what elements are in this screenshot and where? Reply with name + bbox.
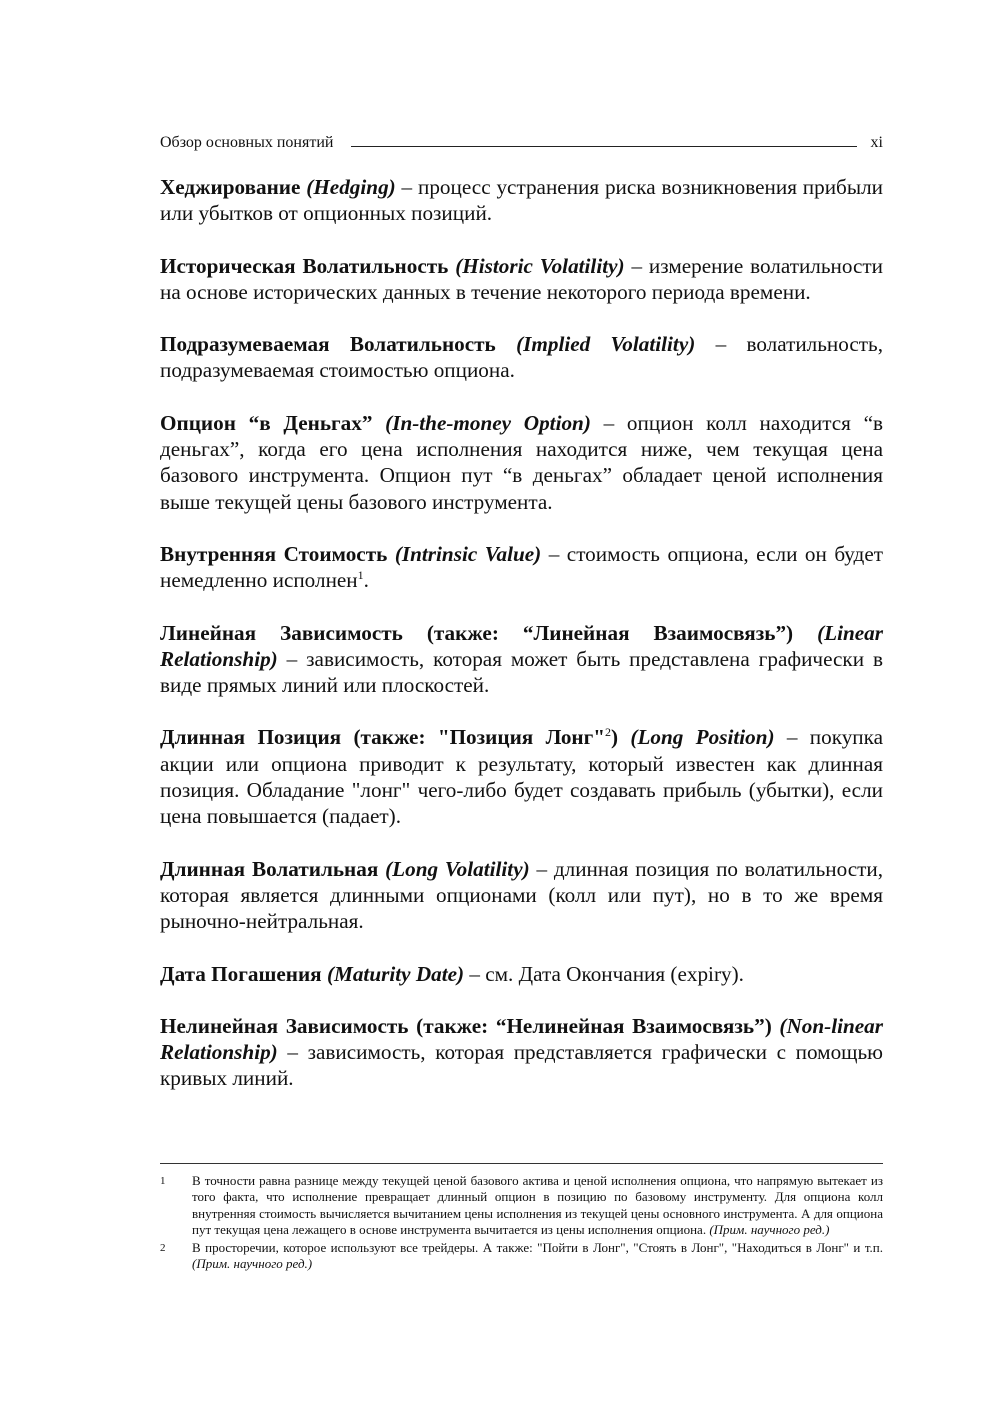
entry-term: Опцион “в Деньгах” — [160, 410, 373, 435]
entry-definition: – стоимость опциона, если он будет немедленно исполнен — [160, 541, 883, 593]
entry-english-term: (Intrinsic Value) — [394, 541, 542, 566]
entry-definition: – измерение волатильности на основе исторических данных в течение некоторого периода времени. — [160, 253, 884, 304]
footnote — [160, 1240, 883, 1273]
entry-term: Историческая Волатильность — [160, 253, 449, 278]
glossary-entry — [160, 724, 883, 829]
entry-definition: – процесс устранения риска возникновения прибыли или убытков от опционных позиций. — [160, 175, 883, 226]
footnote-editor-note: (Прим. научного ред.) — [192, 1256, 313, 1272]
footnote-ref: 1 — [357, 568, 364, 583]
entry-english-term: (Long Position) — [630, 725, 775, 750]
entry-english-term: (Non-linear Relationship) — [160, 1013, 884, 1065]
header-rule — [351, 146, 856, 147]
glossary-entry — [160, 253, 883, 306]
footnote — [160, 1173, 883, 1238]
entry-definition: – длинная позиция по волатильности, которая является длинными опционами (колл или пут), но в то же время рыночно-нейтральная. — [160, 856, 884, 934]
entry-english-term: (Historic Volatility) — [455, 253, 625, 278]
page-number: xi — [870, 134, 883, 151]
footnote-text: В точности равна разнице между текущей ценой базового актива и ценой исполнения опциона, что напрямую вытекает из того факта, что исполнение превращает длинный опцион в позицию по базовому инструменту. Для опциона колл внутренняя стоимость вычисляется вычитанием цены исполнения из текущей цены основного инструмента. А для опциона пут текущая цена лежащего в основе инструмента вычитается из цены исполнения опциона. — [192, 1173, 883, 1237]
entry-term: Внутренняя Стоимость — [160, 541, 388, 566]
glossary-entry — [160, 331, 883, 384]
footnote-number: 2 — [160, 1242, 166, 1255]
entry-english-term: (Implied Volatility) — [516, 332, 696, 357]
entry-term: Длинная Позиция (также: "Позиция Лонг" — [160, 725, 606, 750]
entry-english-term: (Hedging) — [306, 175, 396, 199]
glossary-entry — [160, 620, 883, 699]
entry-definition: – зависимость, которая может быть представлена графически в виде прямых линий или плоскостей. — [160, 646, 883, 698]
header-title: Обзор основных понятий — [160, 134, 334, 151]
glossary-entry — [160, 541, 883, 594]
entry-term: Хеджирование — [160, 175, 301, 199]
entry-term: Дата Погашения — [160, 961, 322, 986]
glossary-entry — [160, 961, 883, 987]
footnote-number: 1 — [160, 1175, 166, 1187]
footnote-divider — [160, 1163, 883, 1164]
entry-definition: – зависимость, которая представляется графически с помощью кривых линий. — [160, 1040, 883, 1091]
entry-term: Нелинейная Зависимость (также: “Нелинейная Взаимосвязь”) — [160, 1013, 772, 1038]
footnote-ref: 2 — [605, 725, 612, 740]
entry-english-term: (In-the-money Option) — [385, 410, 591, 435]
entry-term: Длинная Волатильная — [160, 856, 379, 881]
entry-term: Подразумеваемая Волатильность — [160, 332, 496, 357]
entry-term: Линейная Зависимость (также: “Линейная Взаимосвязь”) — [160, 620, 794, 645]
footnote-editor-note: (Прим. научного ред.) — [709, 1221, 830, 1237]
glossary-body — [160, 174, 883, 1118]
entry-definition: – опцион колл находится “в деньгах”, когда его цена исполнения находится ниже, чем текущая цена базового инструмента. Опцион пут “в деньгах” обладает ценой исполнения выше текущей цены базового инструмента. — [160, 410, 883, 514]
footnote-text: В просторечии, которое используют все трейдеры. А также: "Пойти в Лонг", "Стоять в Лонг", "Находиться в Лонг" и т.п. — [192, 1240, 883, 1256]
entry-tail: . — [363, 568, 369, 593]
entry-definition: – см. Дата Окончания (expiry). — [464, 961, 744, 986]
glossary-entry — [160, 1013, 883, 1092]
footnotes — [160, 1173, 883, 1275]
glossary-entry — [160, 410, 883, 515]
running-header — [160, 132, 883, 154]
entry-term-close: ) — [611, 725, 619, 750]
entry-definition: – покупка акции или опциона приводит к результату, который известен как длинная позиция. Обладание "лонг" чего-либо будет создавать прибыль (убытки), если цена повышается (падает). — [160, 725, 883, 829]
entry-english-term: (Linear Relationship) — [160, 620, 884, 671]
entry-english-term: (Maturity Date) — [326, 961, 465, 986]
glossary-entry — [160, 174, 883, 227]
glossary-entry — [160, 856, 883, 935]
entry-english-term: (Long Volatility) — [385, 856, 530, 881]
entry-definition: – волатильность, подразумеваемая стоимостью опциона. — [160, 332, 883, 383]
